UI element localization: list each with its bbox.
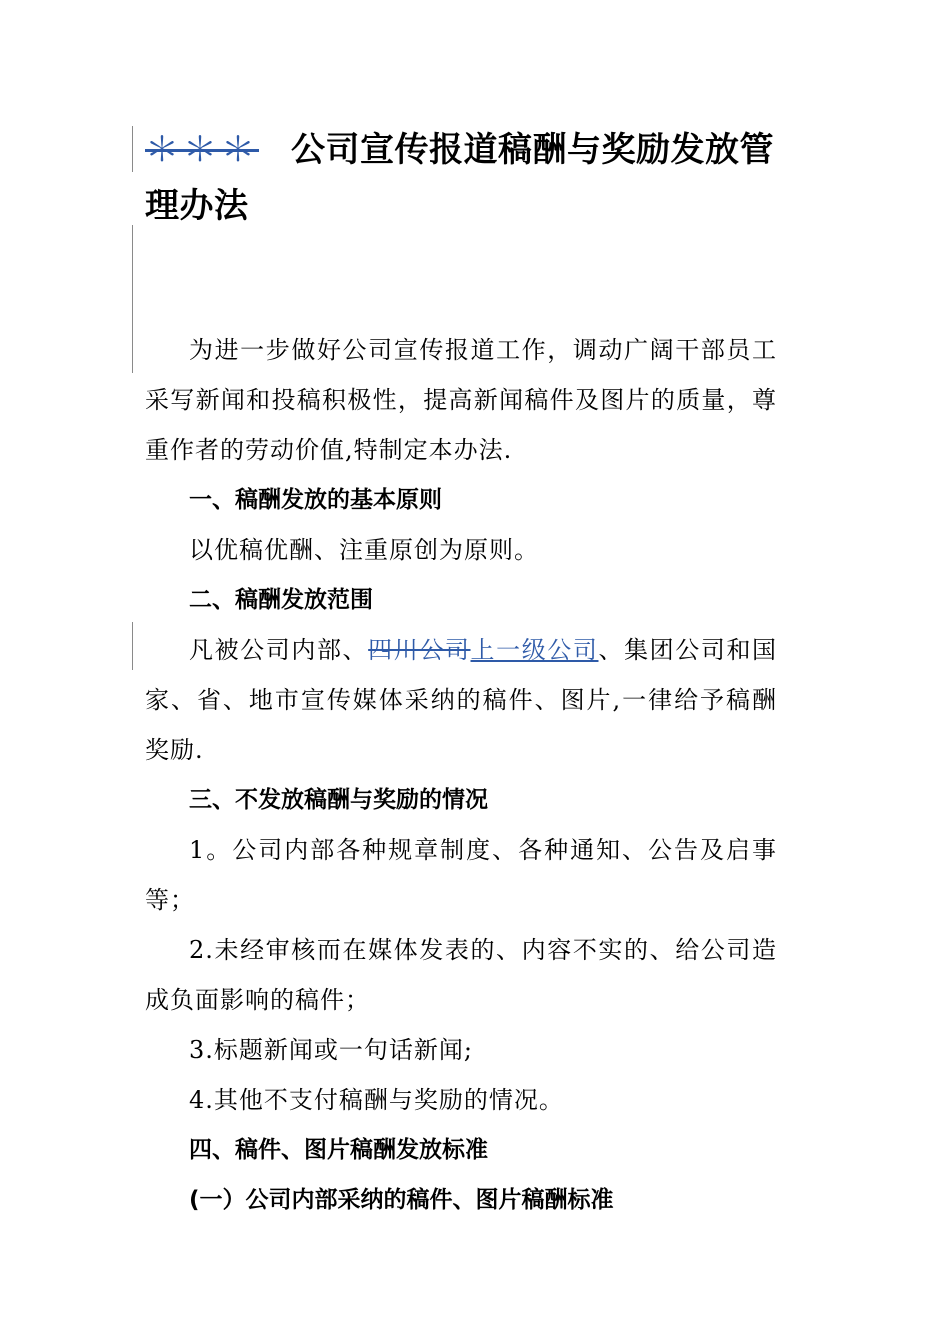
list-item: 4.其他不支付稿酬与奖励的情况。 [189, 1086, 564, 1114]
intro-paragraph: 为进一步做好公司宣传报道工作，调动广阔干部员工采写新闻和投稿积极性，提高新闻稿件及图片的质量，尊重作者的劳动价值,特制定本办法. [145, 336, 777, 464]
section-heading: 四、稿件、图片稿酬发放标准 [189, 1137, 488, 1163]
paragraph-text: 凡被公司内部、 [189, 636, 369, 664]
section-paragraph: 以优稿优酬、注重原创为原则。 [189, 536, 539, 564]
list-item: 3.标题新闻或一句话新闻; [189, 1036, 473, 1064]
inserted-revision-text: 上一级公司 [470, 636, 599, 664]
section-heading: 三、不发放稿酬与奖励的情况 [189, 787, 488, 813]
list-item: 1。公司内部各种规章制度、各种通知、公告及启事等； [145, 836, 777, 914]
document-body [145, 325, 777, 1225]
section-heading: 二、稿酬发放范围 [189, 587, 373, 613]
title-main-text: 公司宣传报道稿酬与奖励发放管理办法 [145, 130, 774, 226]
section-paragraph [145, 625, 777, 775]
change-bar [132, 126, 133, 172]
section-heading: 一、稿酬发放的基本原则 [189, 487, 442, 513]
change-bar [132, 225, 133, 373]
document-title [145, 122, 785, 234]
change-bar [132, 622, 133, 670]
paragraph-text: 、集团公司和国家、省、地市宣传媒体采纳的稿件、图片,一律给予稿酬奖励. [145, 636, 778, 764]
title-deleted-text: ＊＊＊ [145, 130, 259, 170]
list-item: 2.未经审核而在媒体发表的、内容不实的、给公司造成负面影响的稿件； [145, 936, 777, 1014]
section-subheading: (一）公司内部采纳的稿件、图片稿酬标准 [189, 1187, 614, 1213]
deleted-revision-text: 四川公司 [368, 636, 471, 664]
